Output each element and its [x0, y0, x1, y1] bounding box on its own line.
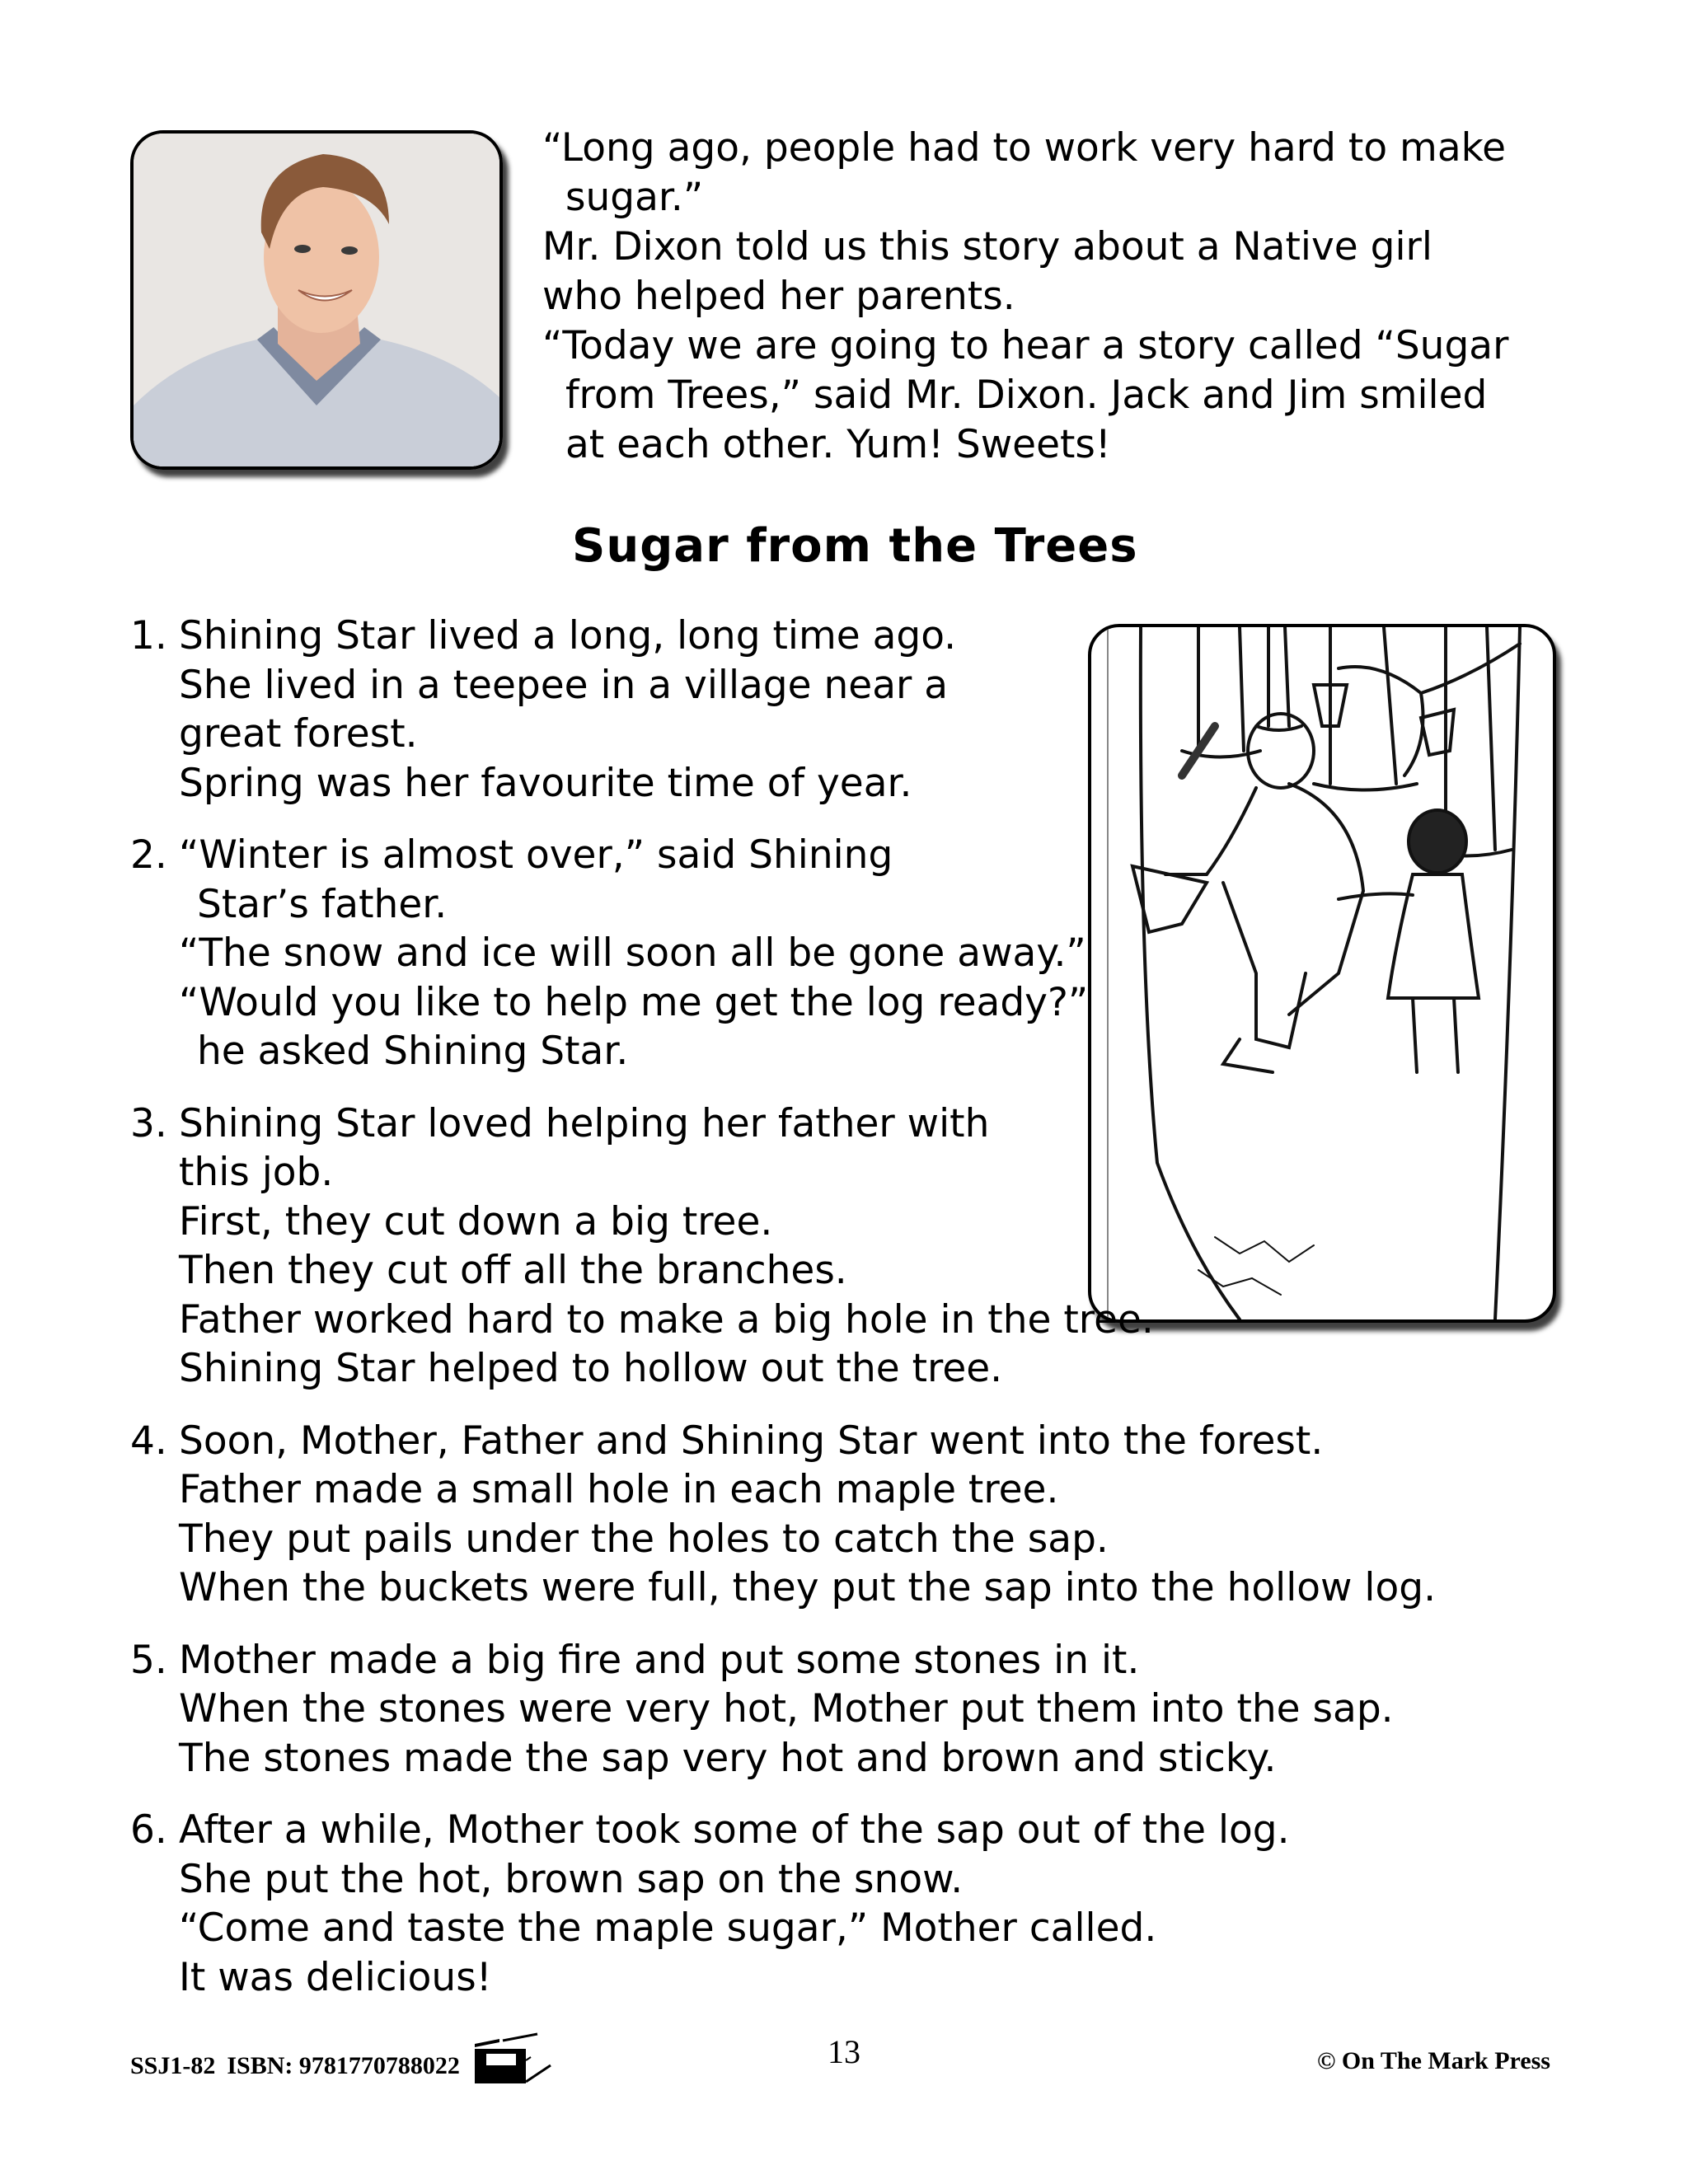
story-paragraph [130, 1099, 1573, 1394]
story-paragraph [130, 831, 1573, 1076]
intro-line: “Long ago, people had to work very hard to make [542, 125, 1507, 171]
paragraph-number: 6. [130, 1807, 167, 1853]
story-body [130, 612, 1573, 2025]
intro-line: at each other. Yum! Sweets! [565, 422, 1111, 467]
teacher-photo [130, 130, 503, 470]
page-number: 13 [828, 2033, 860, 2070]
story-line: Then they cut off all the branches. [179, 1248, 847, 1293]
intro-line: Mr. Dixon told us this story about a Native girl [542, 224, 1432, 269]
story-line: Soon, Mother, Father and Shining Star went into the forest. [179, 1418, 1324, 1464]
story-line: Shining Star helped to hollow out the tree. [179, 1346, 1003, 1391]
product-code: SSJ1-82 [130, 2052, 216, 2079]
story-line: “Winter is almost over,” said Shining [179, 832, 893, 878]
intro-text [542, 124, 1573, 470]
paragraph-number: 3. [130, 1100, 167, 1146]
isbn: ISBN: 9781770788022 [227, 2052, 460, 2079]
story-title: Sugar from the Trees [572, 519, 1138, 573]
story-line: Spring was her favourite time of year. [179, 760, 912, 806]
intro-line: who helped her parents. [542, 274, 1015, 319]
story-line: When the buckets were full, they put the sap into the hollow log. [179, 1565, 1437, 1610]
paragraph-number: 4. [130, 1418, 167, 1464]
intro-line: sugar.” [565, 175, 704, 220]
story-line: he asked Shining Star. [197, 1029, 629, 1074]
story-paragraph [130, 1417, 1573, 1613]
intro-line: from Trees,” said Mr. Dixon. Jack and Jim smiled [565, 373, 1488, 418]
story-line: “Come and taste the maple sugar,” Mother called. [179, 1905, 1157, 1951]
intro-line: “Today we are going to hear a story called “Sugar [542, 323, 1509, 368]
story-line: It was delicious! [179, 1954, 492, 2000]
story-line: Shining Star loved helping her father with [179, 1100, 990, 1146]
paragraph-number: 1. [130, 613, 167, 658]
story-line: great forest. [179, 711, 418, 757]
story-line: Father made a small hole in each maple tree. [179, 1467, 1059, 1512]
paragraph-number: 5. [130, 1637, 167, 1683]
portrait-image [134, 134, 499, 466]
story-paragraph [130, 612, 1573, 808]
story-line: After a while, Mother took some of the sap out of the log. [179, 1807, 1290, 1853]
story-line: They put pails under the holes to catch the sap. [179, 1516, 1109, 1562]
copyright-notice: © On The Mark Press [1317, 2047, 1550, 2074]
footer-publication-info [130, 2047, 570, 2085]
story-line: this job. [179, 1150, 334, 1195]
photocopier-icon [471, 2032, 570, 2085]
story-line: “Would you like to help me get the log ready?” [179, 979, 1089, 1025]
story-line: Shining Star lived a long, long time ago. [179, 613, 957, 658]
story-line: She put the hot, brown sap on the snow. [179, 1856, 964, 1902]
story-paragraph [130, 1806, 1573, 2002]
story-line: Mother made a big fire and put some stones in it. [179, 1637, 1140, 1683]
story-line: Father worked hard to make a big hole in the tree. [179, 1296, 1154, 1343]
story-line: The stones made the sap very hot and brown and sticky. [179, 1735, 1277, 1781]
story-line: She lived in a teepee in a village near a [179, 662, 949, 708]
story-line: Star’s father. [197, 881, 448, 927]
story-line: First, they cut down a big tree. [179, 1198, 773, 1244]
paragraph-number: 2. [130, 832, 167, 878]
story-line: “The snow and ice will soon all be gone away.” [179, 930, 1086, 976]
story-paragraph [130, 1636, 1573, 1783]
story-line: When the stones were very hot, Mother put them into the sap. [179, 1686, 1394, 1732]
